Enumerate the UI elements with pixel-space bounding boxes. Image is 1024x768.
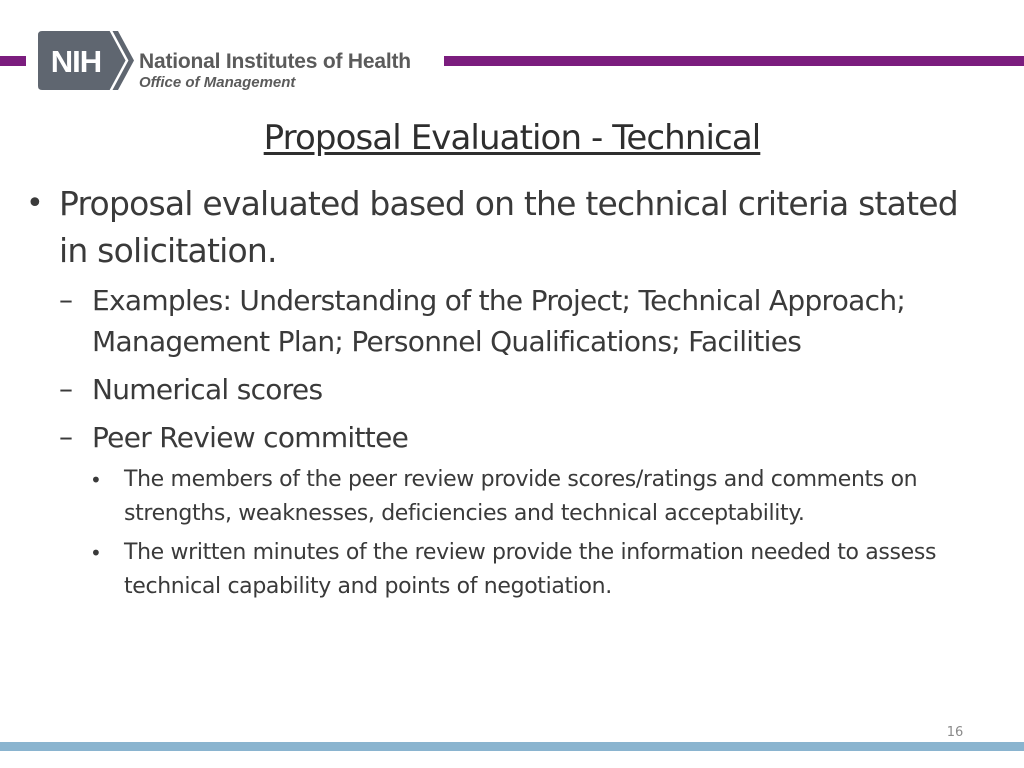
nih-logo-text: NIH <box>50 44 102 79</box>
bullet-marker: • <box>26 186 43 221</box>
bullet-item <box>26 180 989 274</box>
sub-bullet-marker: – <box>59 420 73 453</box>
page-number: 16 <box>946 725 964 740</box>
sub-bullet-marker: – <box>59 283 73 316</box>
nested-bullet-item <box>90 463 1004 531</box>
sub-bullet-item <box>59 417 992 458</box>
bullet-text: Proposal evaluated based on the technical criteria stated in solicitation. <box>59 184 958 270</box>
nested-bullet-item <box>90 536 1004 604</box>
sub-bullet-item <box>59 369 992 410</box>
nested-bullet-text: The written minutes of the review provide the information needed to assess technical capability and points of negotiation. <box>124 540 937 599</box>
organization-subtitle: Office of Management <box>139 74 296 91</box>
sub-bullet-marker: – <box>59 372 73 405</box>
sub-bullet-item <box>59 280 992 362</box>
nested-bullet-text: The members of the peer review provide scores/ratings and comments on strengths, weaknesses, deficiencies and technical acceptability. <box>124 467 918 526</box>
sub-bullet-text: Peer Review committee <box>92 421 409 454</box>
header-accent-rule-right <box>444 56 1024 66</box>
nested-bullet-marker: • <box>90 468 102 492</box>
organization-name: National Institutes of Health <box>139 50 411 73</box>
sub-bullet-text: Numerical scores <box>92 373 323 406</box>
sub-bullet-text: Examples: Understanding of the Project; Technical Approach; Management Plan; Personnel Qualifications; Facilities <box>92 284 906 358</box>
nih-logo <box>38 31 134 90</box>
footer-bar <box>0 742 1024 751</box>
slide-title: Proposal Evaluation - Technical <box>263 118 761 158</box>
nested-bullet-marker: • <box>90 541 102 565</box>
header-accent-rule-left <box>0 56 26 66</box>
